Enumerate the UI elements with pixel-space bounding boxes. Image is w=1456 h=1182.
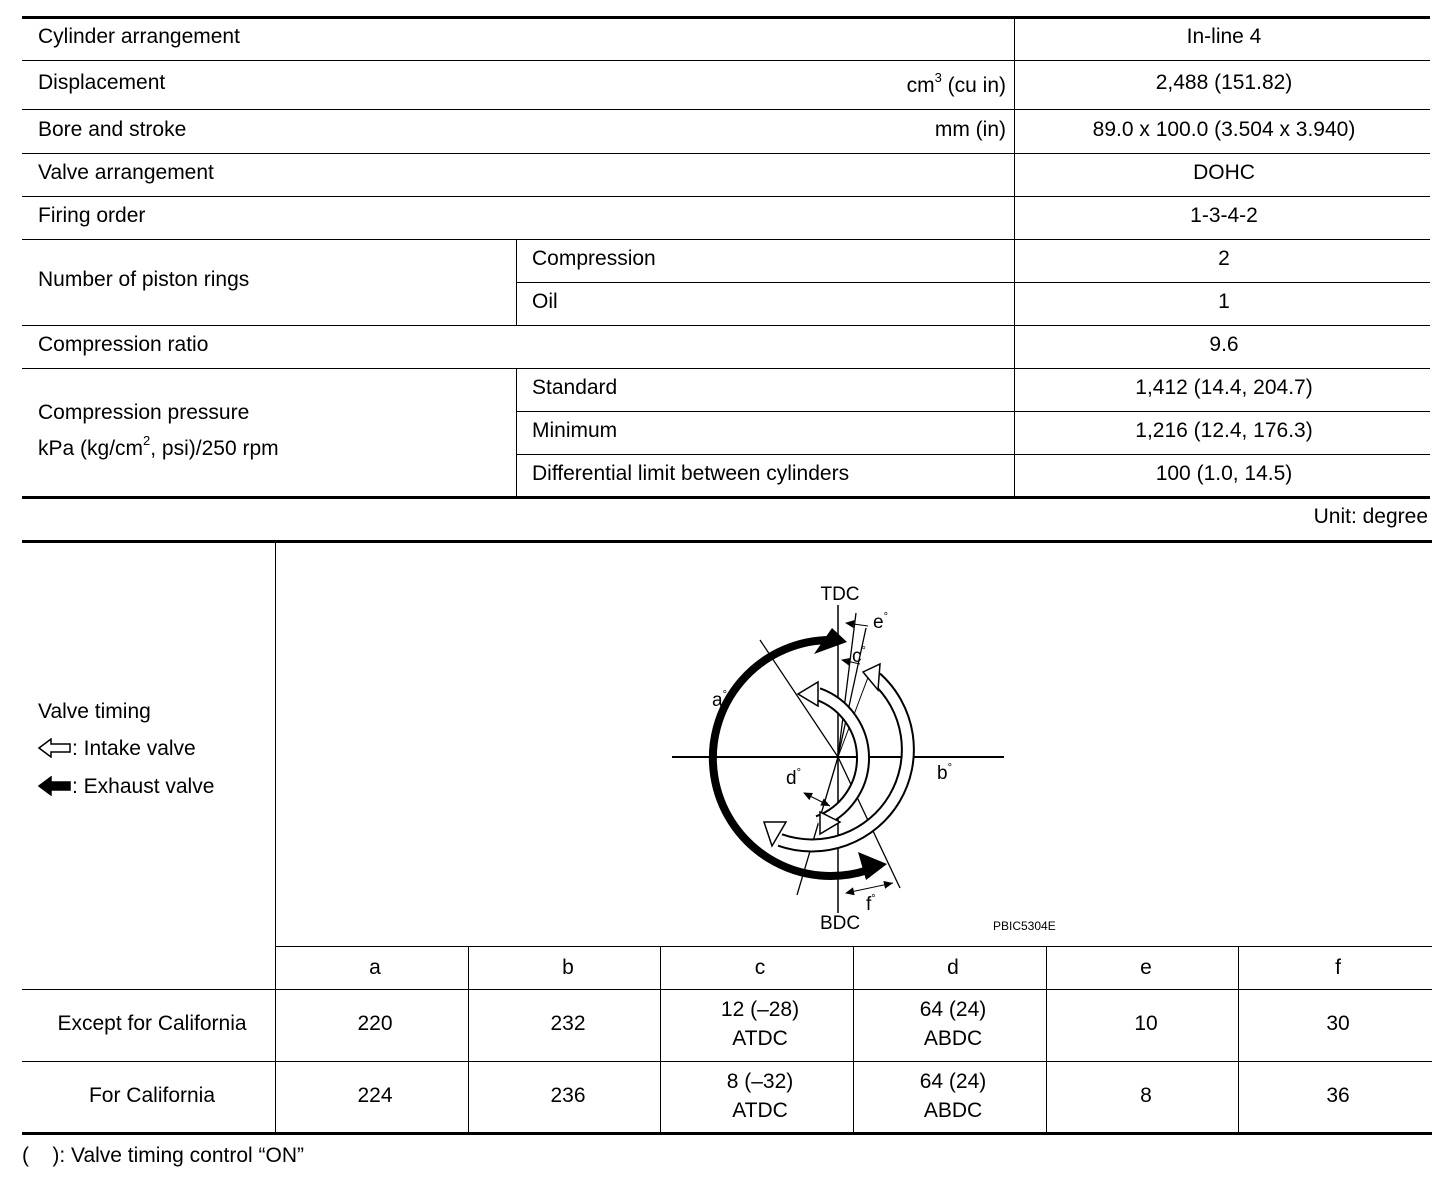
col-header-b: b [562,956,574,979]
footnote: ( ): Valve timing control “ON” [22,1144,305,1167]
compression-pressure-label: Compression pressure [38,401,250,424]
displacement-value: 2,488 (151.82) [1155,71,1293,94]
tdc-label: TDC [820,584,860,605]
piston-rings-compression-label: Compression [532,247,656,270]
label-a: a° [712,689,727,711]
cell-a: 220 [357,1012,393,1035]
cell-b: 232 [550,1012,586,1035]
piston-rings-oil-value: 1 [1218,290,1230,313]
minimum-value: 1,216 (12.4, 176.3) [1135,419,1313,442]
compression-ratio-value: 9.6 [1209,333,1239,356]
col-header-f: f [1335,956,1341,979]
bore-stroke-value: 89.0 x 100.0 (3.504 x 3.940) [1092,118,1356,141]
cell-d: 64 (24) ABDC [919,1070,987,1122]
minimum-label: Minimum [532,419,618,442]
displacement-unit: $cm^3$ (cu in) [906,70,1006,97]
piston-rings-oil-label: Oil [532,290,558,313]
differential-value: 100 (1.0, 14.5) [1155,462,1293,485]
displacement-label: Displacement [38,71,166,94]
valve-arrangement-label: Valve arrangement [38,161,214,184]
cell-d: 64 (24) ABDC [919,998,987,1050]
row-label: For California [88,1084,216,1107]
piston-rings-compression-value: 2 [1218,247,1230,270]
valve-arrangement-value: DOHC [1193,161,1255,184]
label-f: f° [866,893,876,915]
col-header-e: e [1140,956,1152,979]
firing-order-value: 1-3-4-2 [1190,204,1258,227]
cell-f: 36 [1326,1084,1350,1107]
exhaust-legend: : Exhaust valve [38,775,214,799]
compression-pressure-unit: kPa ($kg/cm^2$, psi)/250 rpm [38,433,279,460]
intake-legend: : Intake valve [38,737,196,761]
compression-ratio-label: Compression ratio [38,333,209,356]
col-header-a: a [369,956,381,979]
bore-stroke-label: Bore and stroke [38,118,187,141]
firing-order-label: Firing order [38,204,146,227]
standard-value: 1,412 (14.4, 204.7) [1135,376,1313,399]
cell-e: 8 [1140,1084,1152,1107]
piston-rings-label: Number of piston rings [38,268,250,291]
label-d: d° [786,767,801,789]
intake-arrow-head [863,664,880,690]
differential-label: Differential limit between cylinders [532,462,850,485]
cylinder-arrangement-value: In-line 4 [1186,25,1262,48]
col-header-d: d [947,956,959,979]
bore-stroke-unit: mm (in) [934,118,1006,141]
cell-a: 224 [357,1084,393,1107]
dim-f [846,883,893,893]
bdc-label: BDC [819,913,861,934]
standard-label: Standard [532,376,618,399]
label-b: b° [937,762,952,784]
figure-id: PBIC5304E [993,919,1056,933]
valve-timing-label: Valve timing [38,700,151,723]
row-label: Except for California [57,1012,247,1035]
cylinder-arrangement-label: Cylinder arrangement [38,25,240,48]
unit-note: Unit: degree [1313,505,1428,528]
cell-c: 12 (–28) ATDC [720,998,800,1050]
col-header-c: c [754,956,766,979]
cell-b: 236 [550,1084,586,1107]
cell-c: 8 (–32) ATDC [726,1070,794,1122]
cell-e: 10 [1134,1012,1158,1035]
dim-e [846,623,868,626]
label-e: e° [873,611,888,633]
label-c: c° [852,645,866,667]
cell-f: 30 [1326,1012,1350,1035]
